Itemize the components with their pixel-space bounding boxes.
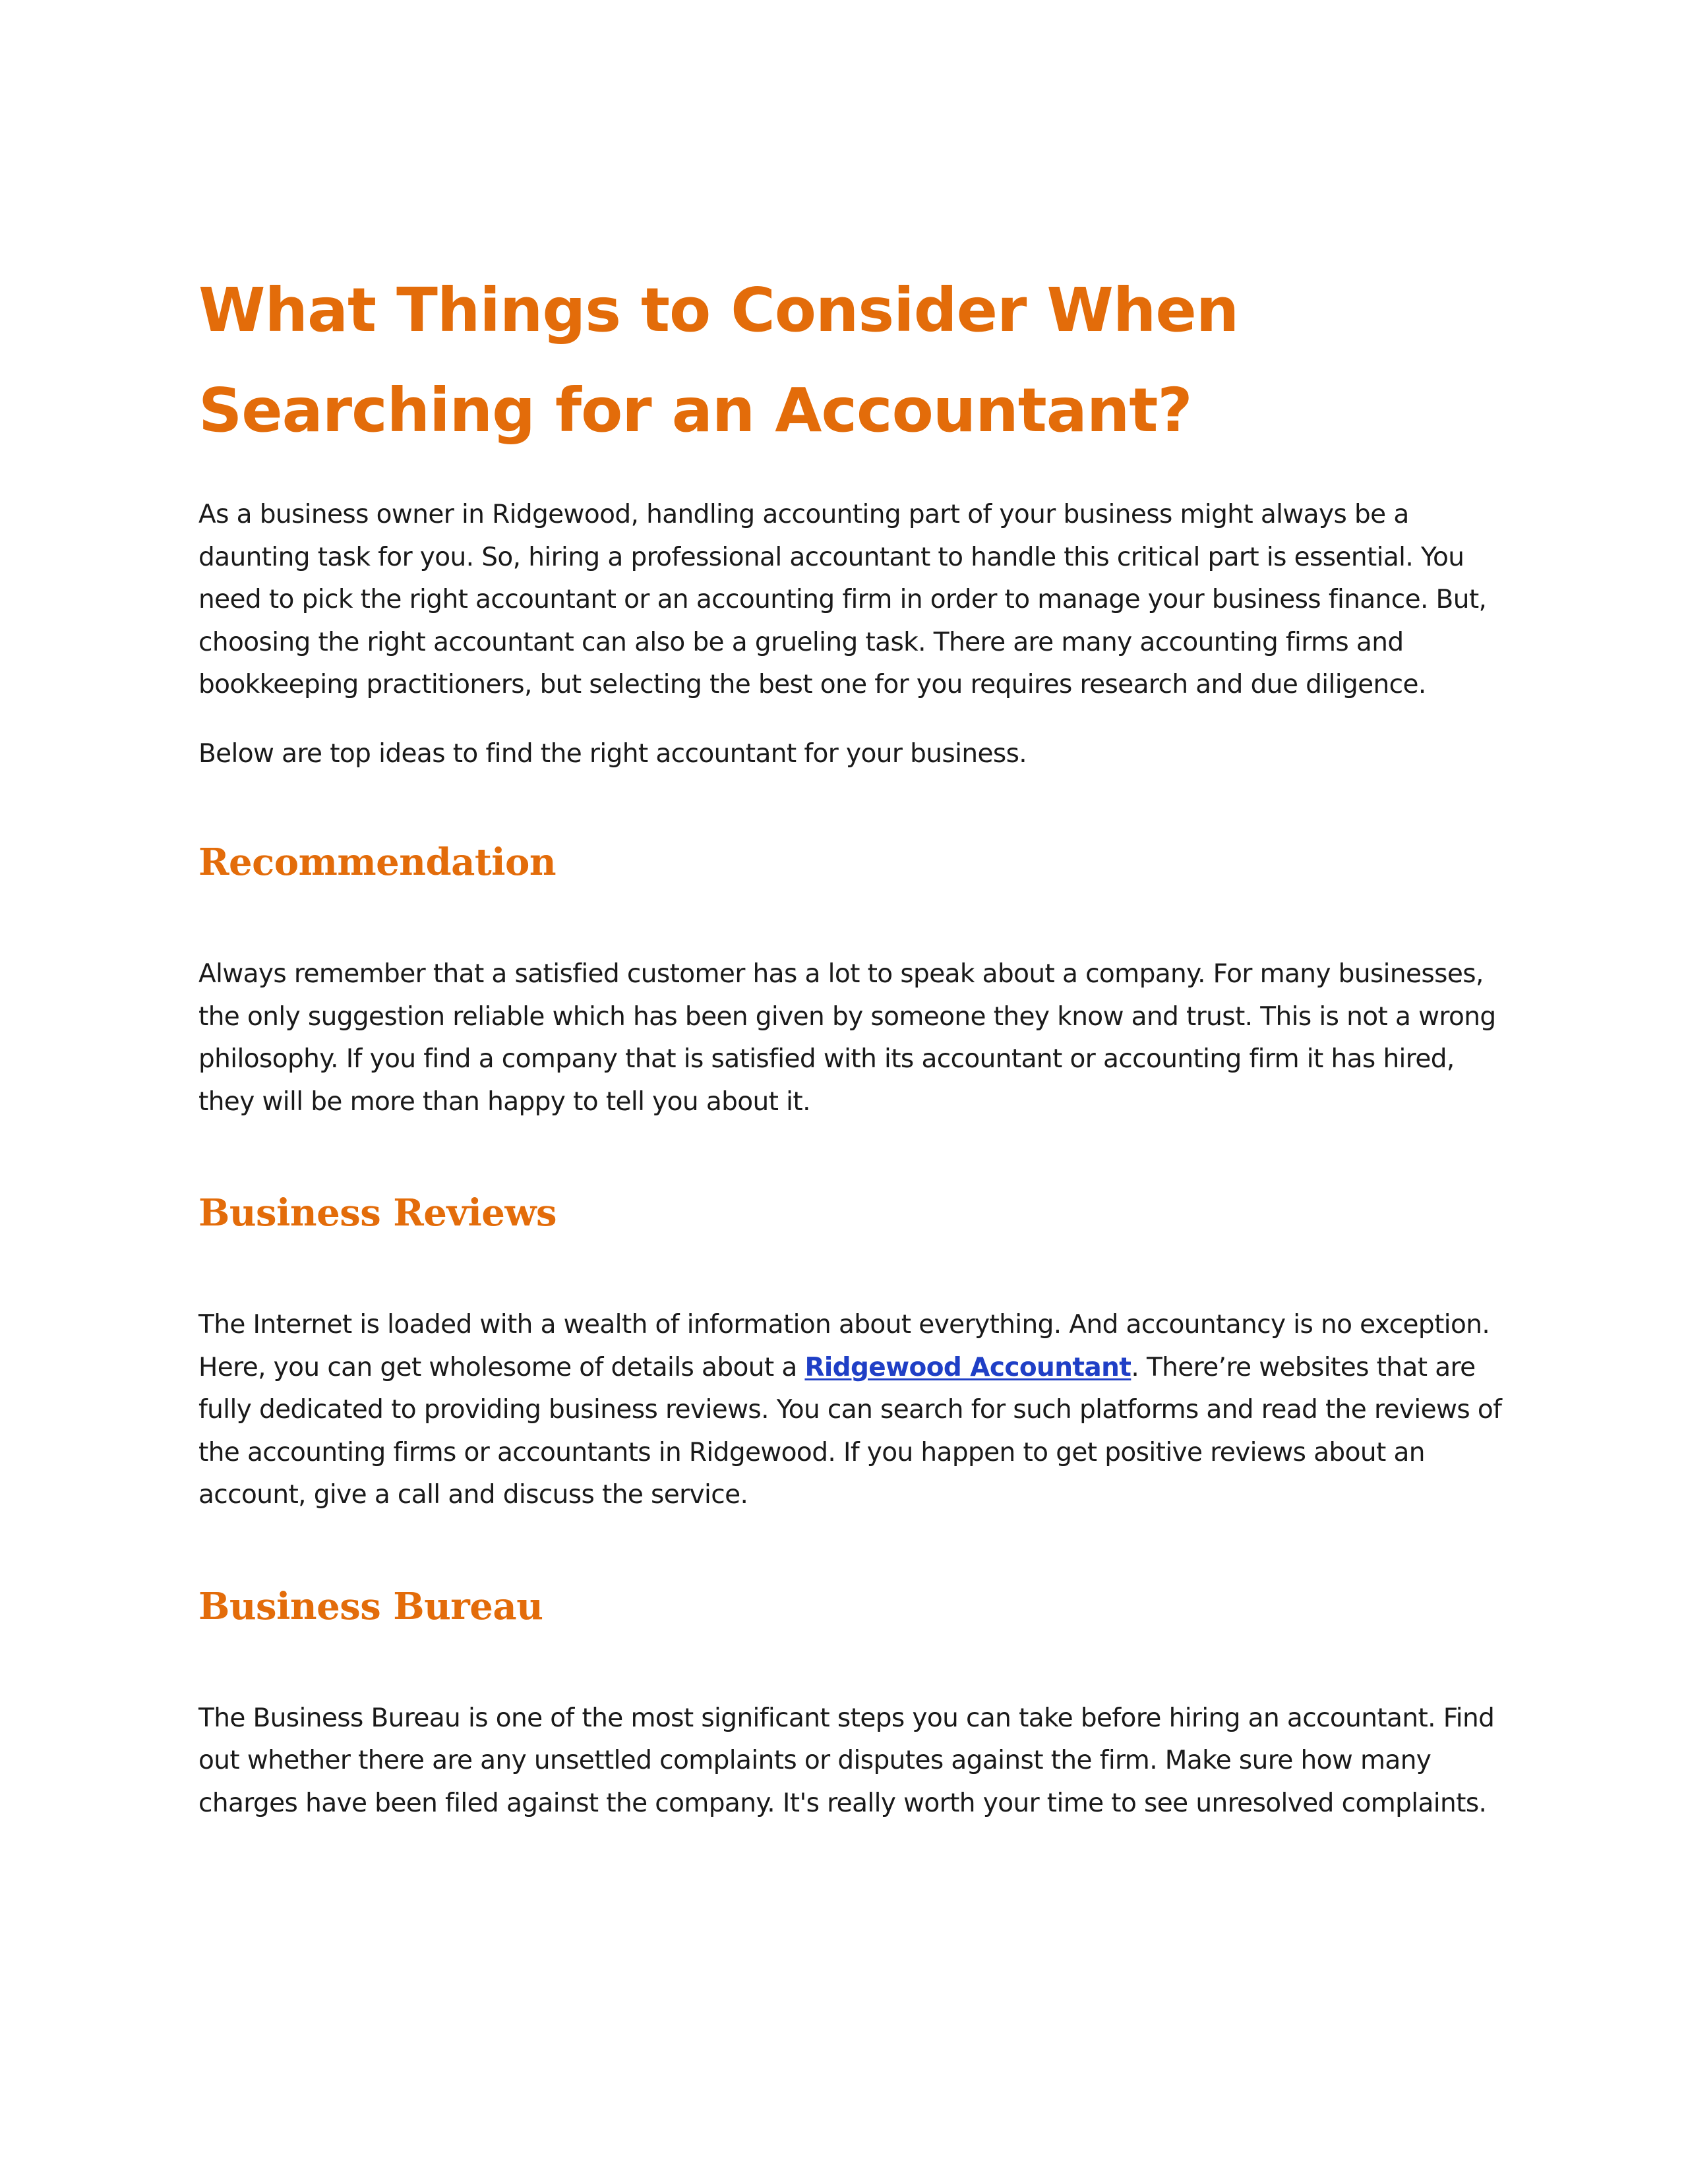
- document-title: What Things to Consider When Searching for an Accountant?: [198, 275, 1239, 446]
- intro-summary-paragraph: Below are top ideas to find the right accountant for your business.: [198, 738, 1027, 769]
- business-reviews-text-after-link: . There’re websites that are fully dedicated to providing business reviews. You can search for such platforms and read the reviews of the accounting firms or accountants in Ridgewood. If you happen to get positive reviews about an account, give a call and discuss the service.: [198, 1352, 1502, 1510]
- section-heading-business-bureau: Business Bureau: [198, 1584, 543, 1628]
- section-body-business-bureau: The Business Bureau is one of the most significant steps you can take before hiring an accountant. Find out whether there are any unsettled complaints or disputes against the firm. Make sure how many charges have been filed against the company. It's really worth your time to see unresolved complaints.: [198, 1703, 1495, 1818]
- intro-paragraph: As a business owner in Ridgewood, handling accounting part of your business might always be a daunting task for you. So, hiring a professional accountant to handle this critical part is essential. You need to pick the right accountant or an accounting firm in order to manage your business finance. But, choosing the right accountant can also be a grueling task. There are many accounting firms and bookkeeping practitioners, but selecting the best one for you requires research and due diligence.: [198, 500, 1487, 699]
- document-content: [198, 260, 1511, 1825]
- section-body-business-reviews: [198, 1304, 1511, 1517]
- section-heading-business-reviews: Business Reviews: [198, 1191, 557, 1235]
- ridgewood-accountant-link[interactable]: Ridgewood Accountant: [804, 1352, 1131, 1382]
- business-reviews-text-before-link: The Internet is loaded with a wealth of information about everything. And accountancy is no exception. Here, you can get wholesome of details about a: [198, 1310, 1490, 1382]
- section-heading-recommendation: Recommendation: [198, 841, 557, 884]
- section-body-recommendation: Always remember that a satisfied customer has a lot to speak about a company. For many businesses, the only suggestion reliable which has been given by someone they know and trust. This is not a wrong philosophy. If you find a company that is satisfied with its accountant or accounting firm it has hired, they will be more than happy to tell you about it.: [198, 959, 1496, 1117]
